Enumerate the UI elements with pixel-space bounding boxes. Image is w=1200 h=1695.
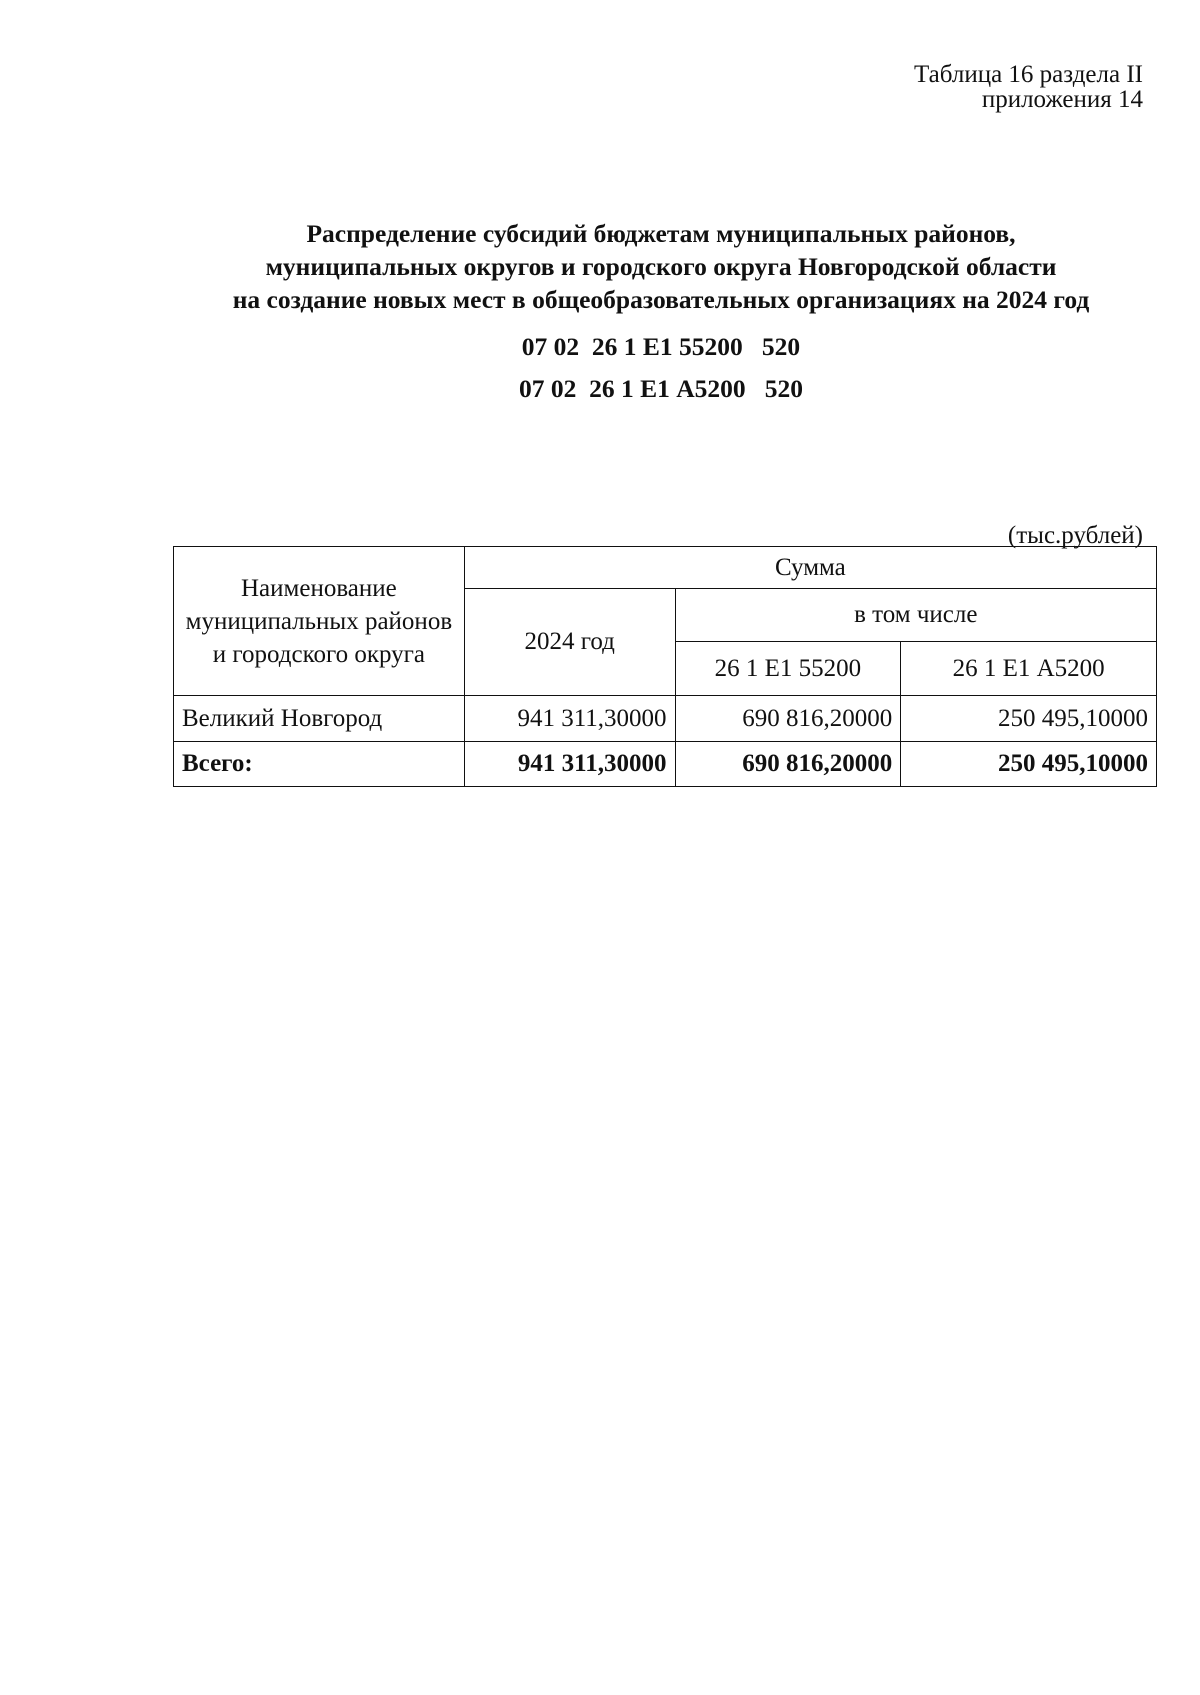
table-row (174, 696, 1157, 742)
title-line2: муниципальных округов и городского округа Новгородской области (265, 252, 1057, 281)
total-code2-value: 250 495,10000 (901, 742, 1157, 787)
title-line3: на создание новых мест в общеобразовательных организациях на 2024 год (232, 285, 1090, 314)
header-row-1 (174, 547, 1157, 589)
total-code1-value: 690 816,20000 (675, 742, 901, 787)
header-including: в том числе (675, 589, 1156, 642)
row-code2-value: 250 495,10000 (901, 696, 1157, 742)
header-name: Наименование муниципальных районов и городского округа (174, 547, 465, 696)
total-value: 941 311,30000 (464, 742, 675, 787)
row-code1-value: 690 816,20000 (675, 696, 901, 742)
title-line1: Распределение субсидий бюджетам муниципальных районов, (306, 219, 1016, 248)
budget-code-1: 07 02 26 1 Е1 55200 520 (521, 332, 801, 361)
table-ref-line1: Таблица 16 раздела II (914, 61, 1143, 88)
header-sum: Сумма (464, 547, 1156, 589)
total-row (174, 742, 1157, 787)
header-year: 2024 год (464, 589, 675, 696)
subsidy-table (173, 546, 1157, 787)
row-total: 941 311,30000 (464, 696, 675, 742)
header-code1: 26 1 Е1 55200 (675, 642, 901, 696)
row-name: Великий Новгород (174, 696, 465, 742)
table-ref-line2: приложения 14 (981, 86, 1143, 113)
unit-note: (тыс.рублей) (1007, 522, 1143, 549)
total-label: Всего: (174, 742, 465, 787)
budget-code-2: 07 02 26 1 Е1 А5200 520 (518, 374, 804, 403)
document-title (120, 217, 1200, 316)
header-code2: 26 1 Е1 А5200 (901, 642, 1157, 696)
table-reference (914, 62, 1143, 112)
